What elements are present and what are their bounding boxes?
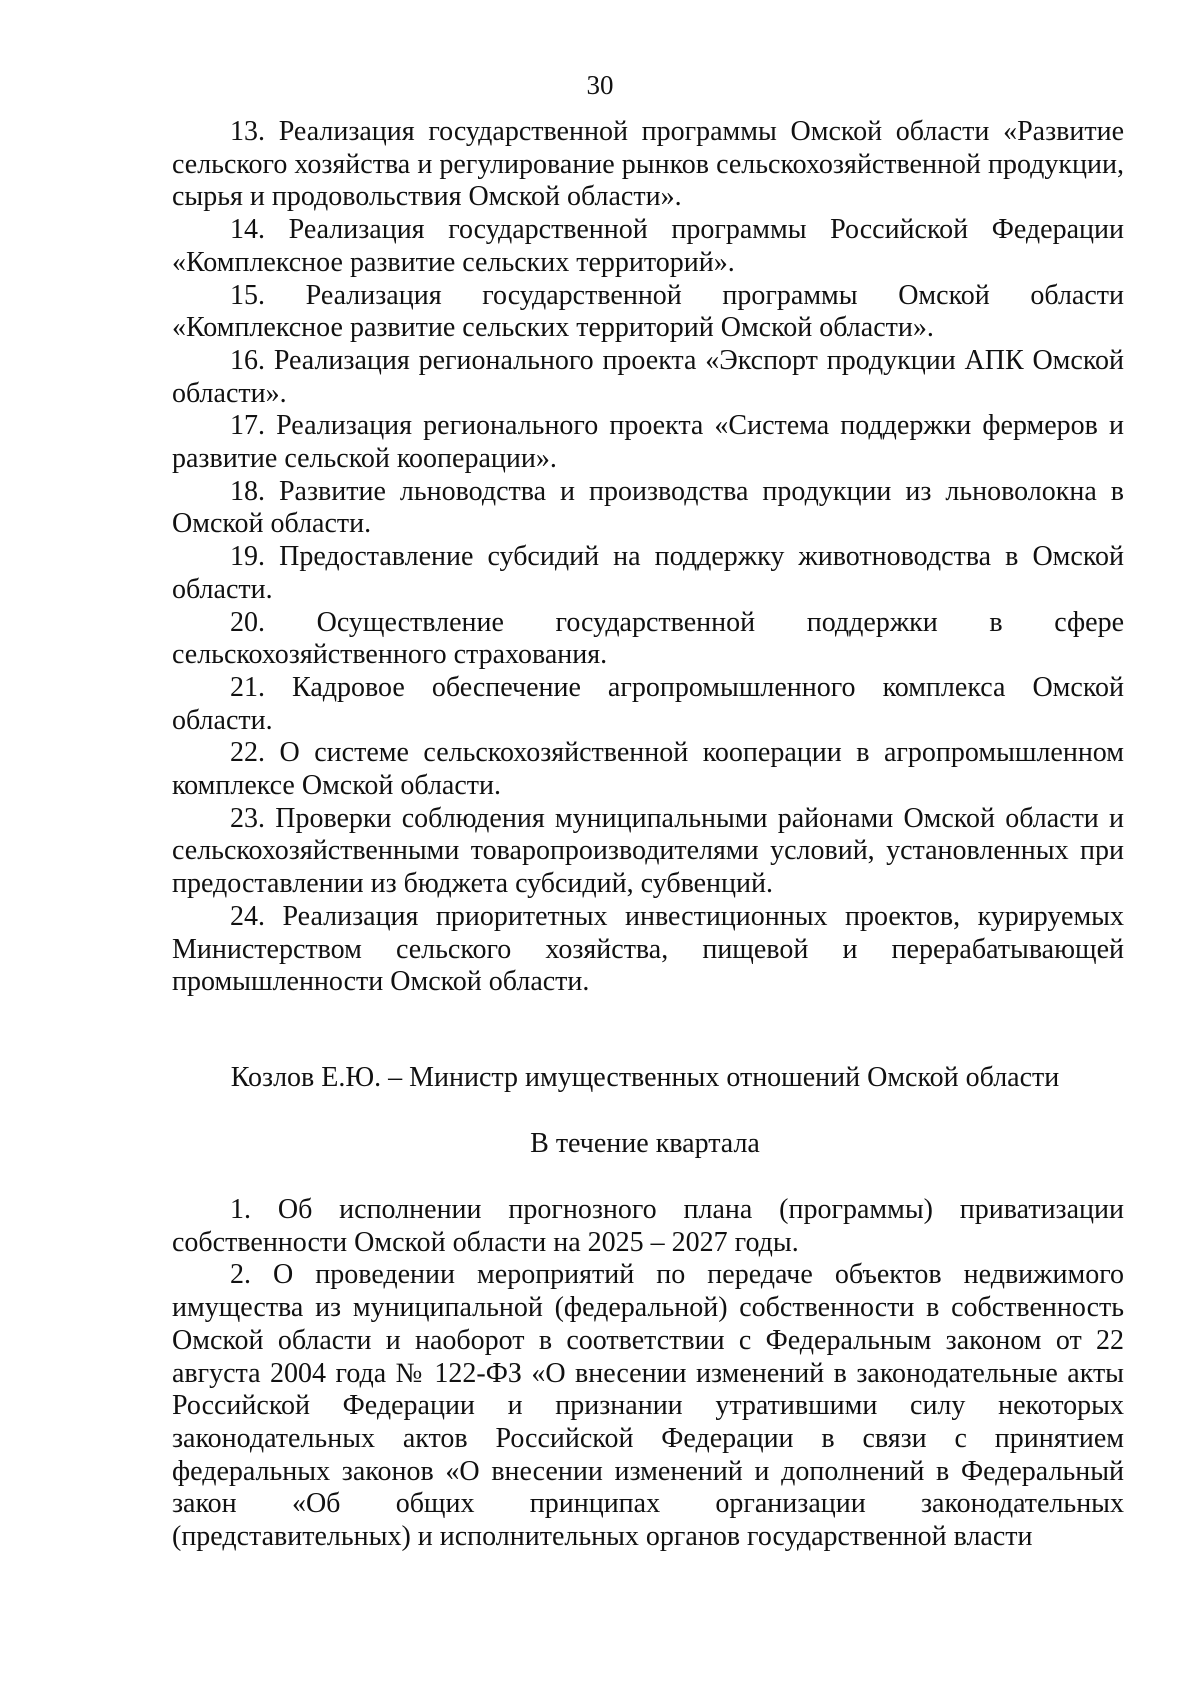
- page-number: 30: [586, 70, 614, 100]
- responsible-person-heading: Козлов Е.Ю. – Министр имущественных отношений Омской области: [230, 1062, 1060, 1093]
- agenda-item: 20. Осуществление государственной поддержки в сфере сельскохозяйственного страхования.: [172, 606, 1124, 671]
- agenda-item: 23. Проверки соблюдения муниципальными районами Омской области и сельскохозяйственными товаропроизводителями условий, установленных при предоставлении из бюджета субсидий, субвенций.: [172, 802, 1124, 900]
- agenda-list-bottom: [172, 1194, 1124, 1554]
- agenda-item: 16. Реализация регионального проекта «Экспорт продукции АПК Омской области».: [172, 344, 1124, 409]
- agenda-item: 24. Реализация приоритетных инвестиционных проектов, курируемых Министерством сельского хозяйства, пищевой и перерабатывающей промышленности Омской области.: [172, 900, 1124, 998]
- period-heading: В течение квартала: [530, 1128, 760, 1159]
- agenda-item: 1. Об исполнении прогнозного плана (программы) приватизации собственности Омской области на 2025 – 2027 годы.: [172, 1194, 1124, 1258]
- agenda-item: 15. Реализация государственной программы Омской области «Комплексное развитие сельских территорий Омской области».: [172, 279, 1124, 344]
- agenda-item: 17. Реализация регионального проекта «Система поддержки фермеров и развитие сельской кооперации».: [172, 410, 1124, 475]
- agenda-item: 22. О системе сельскохозяйственной кооперации в агропромышленном комплексе Омской области.: [172, 737, 1124, 802]
- agenda-item: 14. Реализация государственной программы Российской Федерации «Комплексное развитие сельских территорий».: [172, 214, 1124, 278]
- agenda-item: 18. Развитие льноводства и производства продукции из льноволокна в Омской области.: [172, 475, 1124, 540]
- agenda-item: 13. Реализация государственной программы Омской области «Развитие сельского хозяйства и регулирование рынков сельскохозяйственной продукции, сырья и продовольствия Омской области».: [172, 116, 1124, 213]
- agenda-item: 21. Кадровое обеспечение агропромышленного комплекса Омской области.: [172, 671, 1124, 736]
- agenda-item: 2. О проведении мероприятий по передаче объектов недвижимого имущества из муниципальной (федеральной) собственности в собственность Омской области и наоборот в соответствии с Федеральным законом от 22 августа 2004 года № 122-ФЗ «О внесении изменений в законодательные акты Российской Федерации и признании утратившими силу некоторых законодательных актов Российской Федерации в связи с принятием федеральных законов «О внесении изменений и дополнений в Федеральный закон «Об общих принципах организации законодательных (представительных) и исполнительных органов государственной власти: [172, 1259, 1124, 1553]
- agenda-item: 19. Предоставление субсидий на поддержку животноводства в Омской области.: [172, 541, 1124, 605]
- agenda-list-top: [172, 116, 1124, 999]
